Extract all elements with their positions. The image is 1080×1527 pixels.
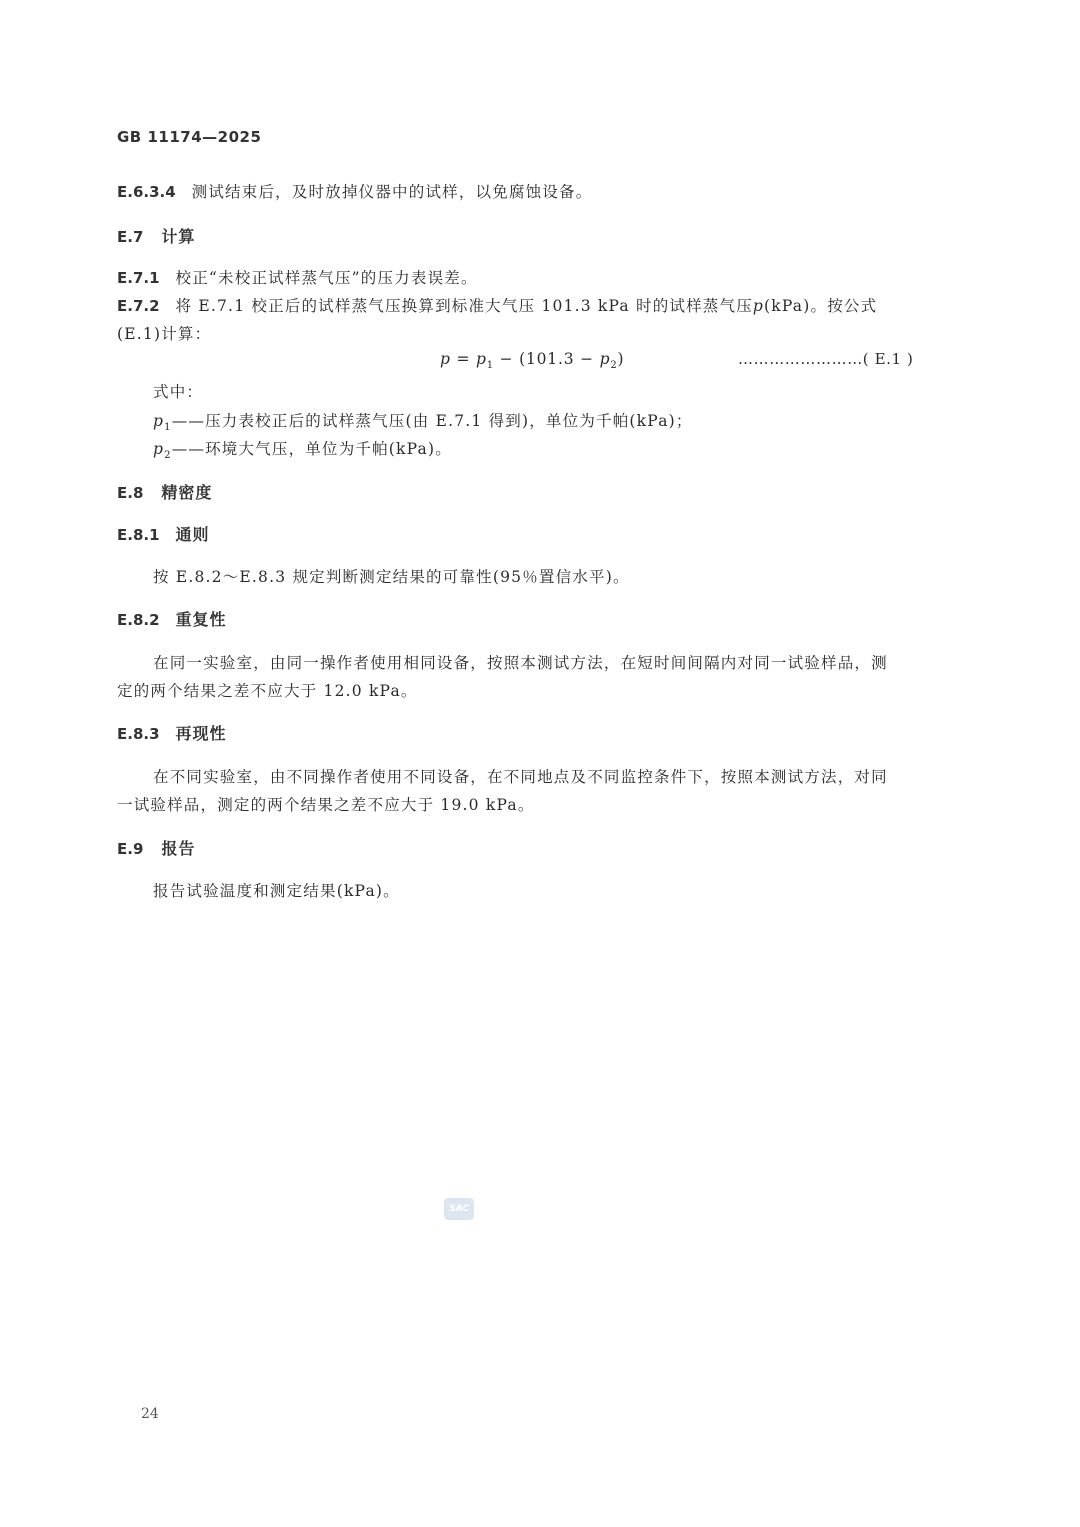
heading-title: 精密度 [161,483,213,502]
formula-p1-sub: 1 [486,360,494,372]
heading-title: 重复性 [175,610,227,629]
clause-e71 [117,266,478,288]
where-p2 [153,437,452,461]
where-p1-var: p [153,412,165,430]
clause-e81-text: 按 E.8.2～E.8.3 规定判断测定结果的可靠性(95％置信水平)。 [153,568,630,586]
heading-number: E.8.1 [117,526,160,544]
clause-e72-line2: (E.1)计算： [117,325,212,343]
clause-text: 将 E.7.1 校正后的试样蒸气压换算到标准大气压 101.3 kPa 时的试样蒸气压 [175,297,753,315]
clause-e634 [117,180,592,202]
clause-e9-text: 报告试验温度和测定结果(kPa)。 [153,882,400,900]
clause-number: E.7.1 [117,269,160,287]
variable-p: p [752,297,765,315]
heading-e82 [117,607,227,630]
where-p2-var: p [153,440,165,458]
heading-number: E.8 [117,484,144,502]
heading-title: 再现性 [175,724,227,743]
clause-e83-line2: 一试验样品，测定的两个结果之差不应大于 19.0 kPa。 [117,796,535,814]
where-p1-text: ——压力表校正后的试样蒸气压(由 E.7.1 得到)，单位为千帕(kPa)； [171,412,693,430]
heading-number: E.9 [117,840,144,858]
formula-p1: p [475,350,487,368]
clause-e72 [117,294,877,316]
heading-e9 [117,836,195,859]
heading-number: E.8.2 [117,611,160,629]
formula-p: p [440,350,451,368]
where-p1 [153,409,693,433]
formula-p2-sub: 2 [610,360,618,372]
where-p2-sub: 2 [164,450,172,462]
heading-number: E.8.3 [117,725,160,743]
clause-e82-line1: 在同一实验室，由同一操作者使用相同设备，按照本测试方法，在短时间间隔内对同一试验样品，测 [153,654,888,672]
heading-e8 [117,480,212,503]
clause-e83-line1: 在不同实验室，由不同操作者使用不同设备，在不同地点及不同监控条件下，按照本测试方法，对同 [153,768,888,786]
heading-title: 通则 [175,525,210,544]
clause-number: E.6.3.4 [117,183,176,201]
heading-title: 报告 [161,839,196,858]
heading-e83 [117,721,227,744]
clause-number: E.7.2 [117,297,160,315]
where-label: 式中： [153,383,204,401]
formula-close: ) [617,350,625,368]
formula-p2: p [599,350,611,368]
page-number: 24 [141,1406,159,1422]
formula-e1 [440,350,624,371]
clause-e82-line2: 定的两个结果之差不应大于 12.0 kPa。 [117,682,418,700]
heading-number: E.7 [117,228,144,246]
clause-text: 测试结束后，及时放掉仪器中的试样，以免腐蚀设备。 [191,183,593,201]
standard-header: GB 11174—2025 [117,128,262,146]
formula-equals: = [450,350,476,368]
sac-watermark-logo: SAC [444,1198,474,1220]
where-p1-sub: 1 [164,422,172,434]
where-p2-text: ——环境大气压，单位为千帕(kPa)。 [171,440,452,458]
formula-mid: − (101.3 − [493,350,600,368]
clause-text: 校正“未校正试样蒸气压”的压力表误差。 [175,269,478,287]
heading-title: 计算 [161,227,196,246]
heading-e7 [117,224,195,247]
heading-e81 [117,522,210,545]
clause-text-cont: (kPa)。按公式 [764,297,878,315]
equation-number: ……………………( E.1 ) [738,350,914,368]
